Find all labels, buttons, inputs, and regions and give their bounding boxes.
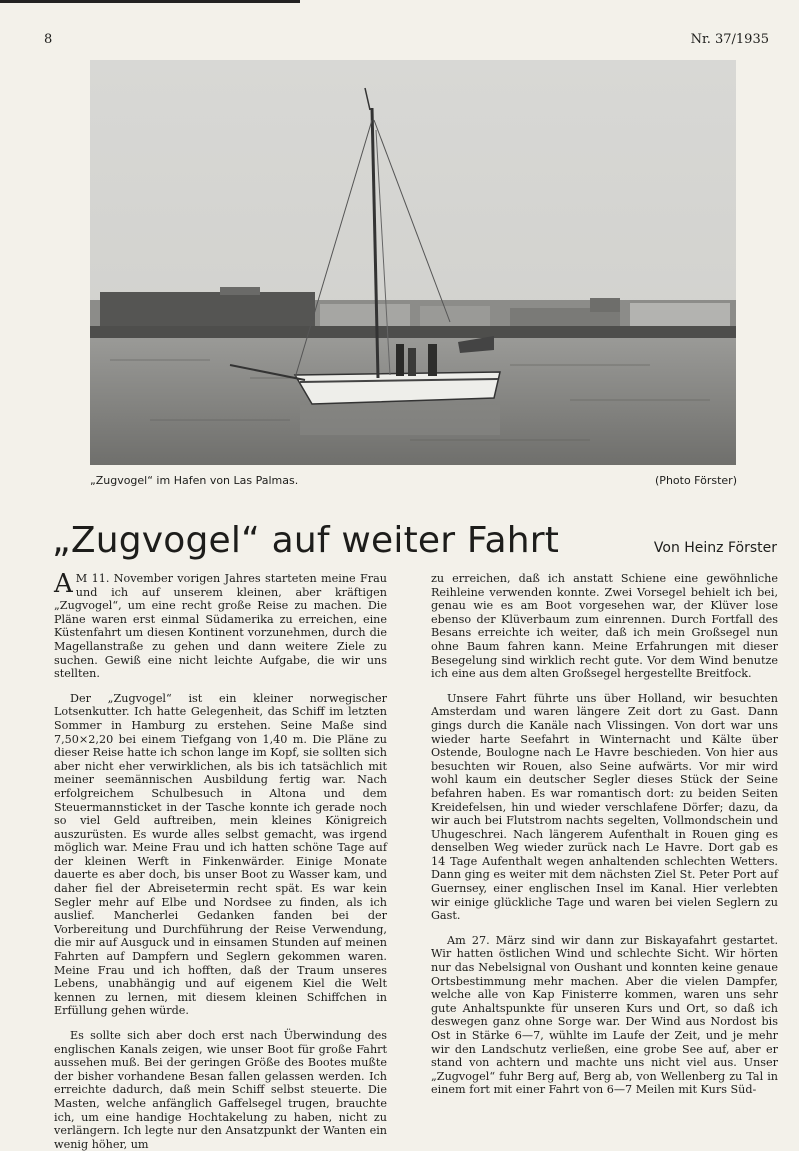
paragraph: Der „Zugvogel“ ist ein kleiner norwegischer Lotsenkutter. Ich hatte Gelegenheit, das Schiff im letzten Sommer in Hamburg zu erstehen. Seine Maße sind 7,50×2,20 bei einem Tiefgang von 1,40 m. Die Pläne zu dieser Reise hatte ich schon lange im Kopf, sie sollten sich aber nicht eher verwirklichen, als bis ich tatsächlich mit meiner seemännischen Ausbildung fertig war. Nach erfolgreichem Schulbesuch in Altona und dem Steuermannsticket in der Tasche konnte ich gerade noch so viel Geld auftreiben, mein kleines Königreich auszurüsten. Es wurde alles selbst gemacht, was irgend möglich war. Meine Frau und ich hatten schöne Tage auf der kleinen Werft in Finkenwärder. Einige Monate dauerte es aber doch, bis unser Boot zu Wasser kam, und daher fiel der Abreisetermin recht spät. Es war kein Segler mehr auf Elbe und Nordsee zu finden, als ich auslief. Mancherlei Gedanken fanden bei der Vorbereitung und Durchführung der Reise Verwendung, die mir auf Ausguck und in einsamen Stunden auf meinen Fahrten auf Dampfern und Seglern gekommen waren. Meine Frau und ich hofften, daß der Traum unseres Lebens, unabhängig und auf eigenem Kiel die Welt kennen zu lernen, mit diesem kleinen Schiffchen in Erfüllung gehen würde. <box>54 691 387 1018</box>
paragraph: Unsere Fahrt führte uns über Holland, wir besuchten Amsterdam und waren längere Zeit dort zu Gast. Dann gings durch die Kanäle nach Vlissingen. Von dort war uns wieder harte Seefahrt in Winternacht und Kälte über Ostende, Boulogne nach Le Havre beschieden. Von hier aus besuchten wir Rouen, also Seine aufwärts. Vor mir wird wohl kaum ein deutscher Segler dieses Stück der Seine befahren haben. Es war romantisch dort: zu beiden Seiten Kreidefelsen, hin und wieder verschlafene Dörfer; dazu, da wir auch bei Flutstrom nachts segelten, Vollmondschein und Uhugeschrei. Nach längerem Aufenthalt in Rouen ging es denselben Weg wieder zurück nach Le Havre. Dort gab es 14 Tage Aufenthalt wegen anhaltenden schlechten Wetters. Dann ging es weiter mit dem nächsten Ziel St. Peter Port auf Guernsey, einer englischen Insel im Kanal. Hier verlebten wir einige glückliche Tage und waren bei vielen Seglern zu Gast. <box>431 691 778 923</box>
top-rule <box>0 0 300 3</box>
paragraph: Es sollte sich aber doch erst nach Überwindung des englischen Kanals zeigen, wie unser Boot für große Fahrt aussehen muß. Bei der geringen Größe des Bootes mußte der bisher vorhandene Besan fallen gelassen werden. Ich erreichte dadurch, daß mein Schiff selbst steuerte. Die Masten, welche anfänglich Gaffelsegel trugen, brauchte ich, um eine handige Hochtakelung zu haben, nicht zu verlängern. Ich legte nur den Ansatzpunkt der Wanten ein wenig höher, um <box>54 1029 387 1151</box>
photo-caption: „Zugvogel“ im Hafen von Las Palmas. <box>90 474 299 487</box>
paragraph: Am 27. März sind wir dann zur Biskayafahrt gestartet. Wir hatten östlichen Wind und schlechte Sicht. Wir hörten nur das Nebelsignal von Oushant und konnten keine genaue Ortsbestimmung mehr machen. Aber die vielen Dampfer, welche alle von Kap Finisterre kommen, waren uns sehr gute Anhaltspunkte für unseren Kurs und Ort, so daß ich deswegen ganz ohne Sorge war. Der Wind aus Nordost bis Ost in Stärke 6—7, wühlte im Laufe der Zeit, und je mehr wir den Landschutz verließen, eine grobe See auf, aber er stand von achtern und machte uns nicht viel aus. Unser „Zugvogel“ fuhr Berg auf, Berg ab, von Wellenberg zu Tal in einem fort mit einer Fahrt von 6—7 Meilen mit Kurs Süd- <box>431 933 778 1097</box>
article-column-left <box>54 569 387 1151</box>
harbor-photo <box>90 60 736 465</box>
article-title: „Zugvogel“ auf weiter Fahrt <box>52 520 560 561</box>
paragraph: A M 11. November vorigen Jahres starteten meine Frau und ich auf unserem kleinen, aber kräftigen „Zugvogel“, um eine recht große Reise zu machen. Die Pläne waren erst einmal Südamerika zu erreichen, eine Küstenfahrt um diesen Kontinent vorzunehmen, durch die Magellanstraße zu gehen und dann weitere Ziele zu suchen. Gewiß eine nicht leichte Aufgabe, die wir uns stellten. <box>54 569 387 681</box>
drop-cap: A <box>54 569 73 599</box>
issue-number: Nr. 37/1935 <box>690 32 769 47</box>
paragraph: zu erreichen, daß ich anstatt Schiene eine gewöhnliche Reihleine verwenden konnte. Zwei Vorsegel behielt ich bei, genau wie es am Boot vorgesehen war, der Klüver lose ebenso der Klüverbaum zum einrennen. Durch Fortfall des Besans erreichte ich weiter, daß ich mein Großsegel nun ohne Baum fahren kann. Meine Erfahrungen mit dieser Besegelung sind wirklich recht gute. Vor dem Wind benutze ich eine aus dem alten Großsegel hergestellte Breitfock. <box>431 572 778 681</box>
article-column-right <box>431 572 778 1097</box>
article-author: Von Heinz Förster <box>653 540 777 556</box>
photo-credit: (Photo Förster) <box>655 474 737 487</box>
page-number: 8 <box>44 32 53 47</box>
